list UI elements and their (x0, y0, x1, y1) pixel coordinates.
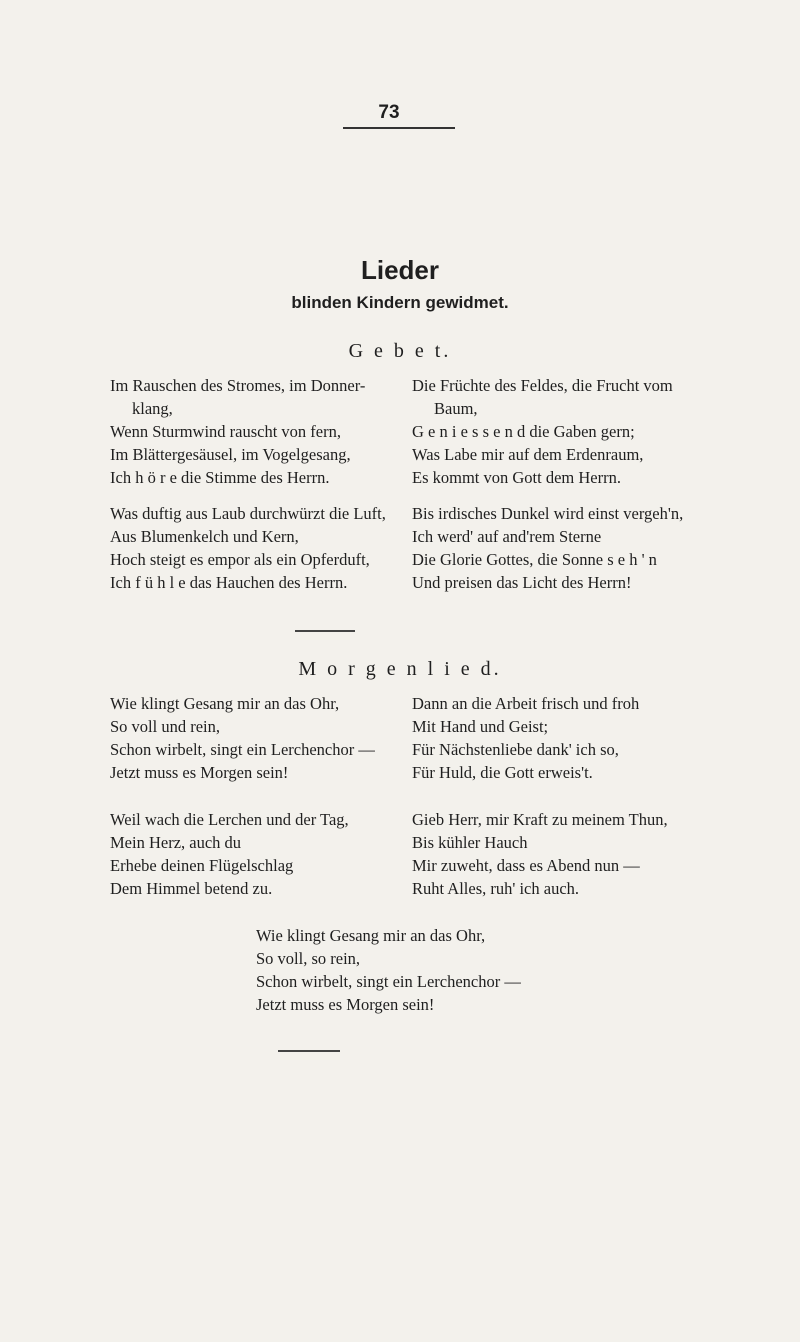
poem-title-morgenlied: M o r g e n l i e d. (298, 658, 502, 680)
verse-line: Was duftig aus Laub durchwürzt die Luft, (110, 504, 386, 523)
morgenlied-stanza-5 (256, 924, 521, 1016)
section-divider (295, 630, 355, 632)
verse-line: Mein Herz, auch du (110, 833, 242, 852)
morgenlied-stanza-3 (110, 808, 349, 900)
verse-line: Die Glorie Gottes, die Sonne s e h ' n (412, 550, 657, 569)
morgenlied-stanza-2 (412, 692, 639, 784)
morgenlied-stanza-4 (412, 808, 668, 900)
verse-line: Es kommt von Gott dem Herrn. (412, 468, 621, 487)
verse-line: Aus Blumenkelch und Kern, (110, 527, 299, 546)
verse-line: Baum, (434, 399, 478, 418)
verse-line: Gieb Herr, mir Kraft zu meinem Thun, (412, 810, 668, 829)
verse-line: Weil wach die Lerchen und der Tag, (110, 810, 349, 829)
section-title: Lieder (360, 255, 440, 285)
verse-line: Ich h ö r e die Stimme des Herrn. (110, 468, 330, 487)
verse-line: klang, (132, 399, 173, 418)
end-divider (278, 1050, 340, 1052)
verse-line: Was Labe mir auf dem Erdenraum, (412, 445, 644, 464)
verse-line: Die Früchte des Feldes, die Frucht vom (412, 376, 673, 395)
gebet-stanza-4 (412, 502, 683, 594)
verse-line: Schon wirbelt, singt ein Lerchenchor — (256, 972, 521, 991)
verse-line: G e n i e s s e n d die Gaben gern; (412, 422, 635, 441)
verse-line: Schon wirbelt, singt ein Lerchenchor — (110, 740, 375, 759)
verse-line: Für Huld, die Gott erweis't. (412, 763, 593, 782)
verse-line: Dann an die Arbeit frisch und froh (412, 694, 640, 713)
verse-line: Hoch steigt es empor als ein Opferduft, (110, 550, 370, 569)
verse-line: Im Blättergesäusel, im Vogelgesang, (110, 445, 351, 464)
verse-line: Ruht Alles, ruh' ich auch. (412, 879, 580, 898)
verse-line: Ich f ü h l e das Hauchen des Herrn. (110, 573, 348, 592)
verse-line: Mir zuweht, dass es Abend nun — (412, 856, 640, 875)
verse-line: Bis irdisches Dunkel wird einst vergeh'n, (412, 504, 684, 523)
verse-line: Jetzt muss es Morgen sein! (110, 763, 289, 782)
section-subtitle: blinden Kindern gewidmet. (291, 293, 509, 312)
verse-line: Im Rauschen des Stromes, im Donner- (110, 376, 366, 395)
verse-line: Wie klingt Gesang mir an das Ohr, (256, 926, 486, 945)
verse-line: Ich werd' auf and'rem Sterne (412, 527, 602, 546)
verse-line: Mit Hand und Geist; (412, 717, 549, 736)
verse-line: So voll und rein, (110, 717, 220, 736)
gebet-stanza-3 (110, 502, 386, 594)
verse-line: Dem Himmel betend zu. (110, 879, 273, 898)
gebet-stanza-2 (412, 374, 673, 489)
verse-line: Für Nächstenliebe dank' ich so, (412, 740, 619, 759)
gebet-stanza-1 (110, 374, 365, 489)
verse-line: Bis kühler Hauch (412, 833, 528, 852)
verse-line: So voll, so rein, (256, 949, 361, 968)
verse-line: Wie klingt Gesang mir an das Ohr, (110, 694, 340, 713)
verse-line: Jetzt muss es Morgen sein! (256, 995, 435, 1014)
poem-title-gebet: G e b e t. (348, 340, 452, 362)
verse-line: Und preisen das Licht des Herrn! (412, 573, 632, 592)
page-number-underline (343, 127, 455, 129)
page-number: 73 (378, 102, 400, 123)
morgenlied-stanza-1 (110, 692, 375, 784)
verse-line: Erhebe deinen Flügelschlag (110, 856, 294, 875)
verse-line: Wenn Sturmwind rauscht von fern, (110, 422, 341, 441)
